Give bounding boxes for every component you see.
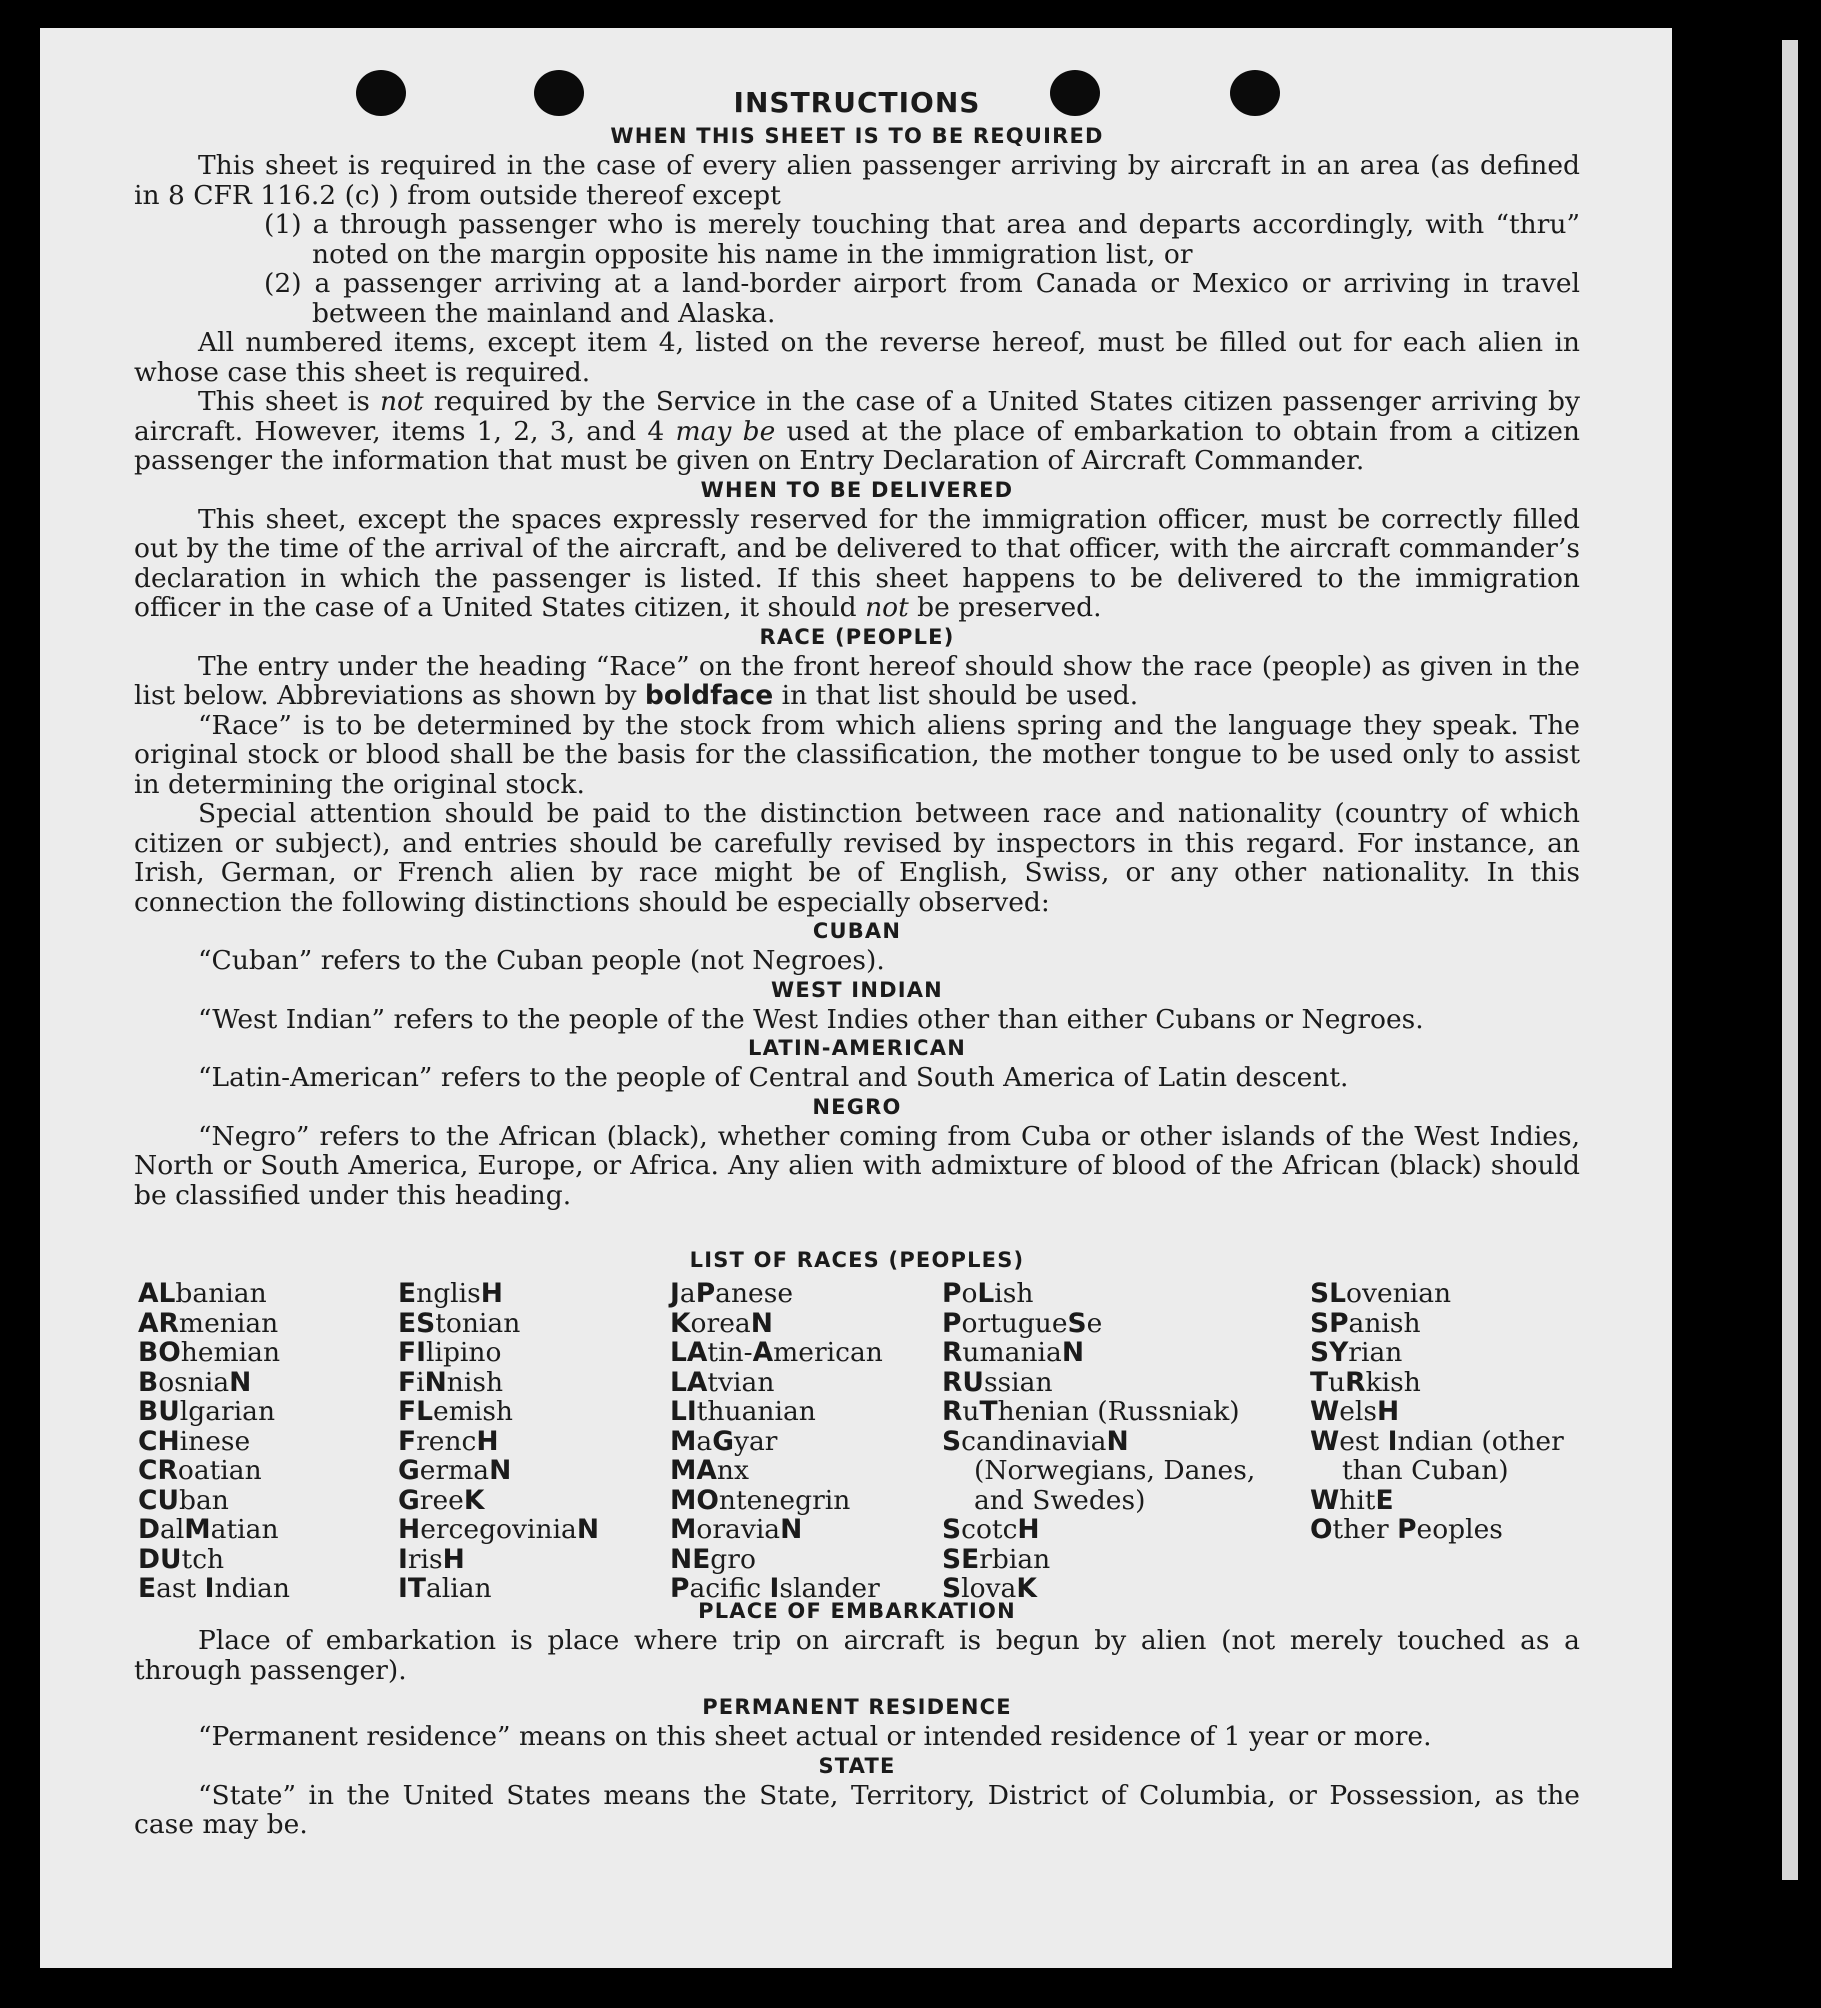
race-list <box>134 1278 1580 1604</box>
definition: “Latin-American” refers to the people of Central and South America of Latin descent. <box>198 1062 1349 1093</box>
section-heading: WHEN TO BE DELIVERED <box>700 477 1014 502</box>
paragraph <box>134 505 1580 623</box>
race-entry: MOntenegrin <box>670 1484 851 1516</box>
race-entry: ITalian <box>398 1573 492 1604</box>
section-heading: WHEN THIS SHEET IS TO BE REQUIRED <box>610 124 1104 148</box>
text-run: in that list should be used. <box>773 680 1139 711</box>
race-entry: CUban <box>138 1484 229 1516</box>
section-heading: LATIN-AMERICAN <box>748 1036 966 1060</box>
paragraph <box>134 387 1580 476</box>
section-heading: STATE <box>818 1753 896 1778</box>
race-entry: NEgro <box>670 1543 756 1575</box>
list-item: (1) a through passenger who is merely touching that area and departs accordingly, with “thru” noted on the margin opposite his name in the immigration list, or <box>264 209 1580 270</box>
section-heading: WEST INDIAN <box>771 977 943 1002</box>
definition: “Negro” refers to the African (black), whether coming from Cuba or other islands of the West Indies, North or South America, Europe, or Africa. Any alien with admixture of blood of the African (black) should be classified under this heading. <box>134 1120 1580 1211</box>
paragraph: This sheet is required in the case of every alien passenger arriving by aircraft in an area (as defined in 8 CFR 116.2 (c) ) from outside thereof except <box>134 150 1580 211</box>
paragraph: Special attention should be paid to the distinction between race and nationality (country of which citizen or subject), and entries should be carefully revised by inspectors in this regard. For instance, an Irish, German, or French alien by race might be of English, Swiss, or any other nationality. In this connection the following distinctions should be especially observed: <box>134 798 1580 918</box>
race-entry: SlovaK <box>942 1573 1037 1604</box>
scan-edge <box>1782 40 1798 1880</box>
emphasis: not <box>865 592 909 623</box>
race-entry: EnglisH <box>398 1278 503 1309</box>
paragraph: Place of embarkation is place where trip on aircraft is begun by alien (not merely touched as a through passenger). <box>134 1625 1580 1686</box>
text-run: The entry under the heading “Race” on the front hereof should show the race (people) as given in the list below. Abbreviations as shown by <box>134 650 1580 711</box>
race-entry: TuRkish <box>1310 1366 1421 1398</box>
race-entry: ScandinaviaN (Norwegians, Danes, and Swedes) <box>942 1425 1256 1516</box>
race-entry: SYrian <box>1310 1337 1403 1368</box>
race-column <box>138 1279 388 1604</box>
race-entry: GreeK <box>398 1484 485 1516</box>
text-run: used at the place of embarkation to obtain from a citizen passenger the information that must be given on Entry Declaration of Aircraft Commander. <box>134 415 1580 476</box>
paragraph: “Race” is to be determined by the stock from which aliens spring and the language they speak. The original stock or blood shall be the basis for the classification, the mother tongue to be used only to assist in determining the original stock. <box>134 709 1580 800</box>
race-entry: ARmenian <box>138 1307 279 1339</box>
page-title: INSTRUCTIONS <box>733 86 981 119</box>
text-run: This sheet is <box>198 386 380 417</box>
paragraph: “State” in the United States means the State, Territory, District of Columbia, or Possession, as the case may be. <box>134 1779 1580 1840</box>
race-entry: SLovenian <box>1310 1278 1452 1309</box>
definition: “Cuban” refers to the Cuban people (not Negroes). <box>198 945 885 976</box>
race-entry: PoLish <box>942 1278 1034 1309</box>
race-column <box>398 1279 658 1604</box>
race-entry: WhitE <box>1310 1484 1394 1516</box>
race-entry: WelsH <box>1310 1396 1400 1427</box>
race-entry: KoreaN <box>670 1307 773 1339</box>
race-entry: LAtin-American <box>670 1337 883 1368</box>
race-entry: FIlipino <box>398 1337 502 1368</box>
race-entry: FrencH <box>398 1425 499 1457</box>
race-entry: BOhemian <box>138 1337 281 1368</box>
race-entry: DUtch <box>138 1543 225 1575</box>
definition: “Permanent residence” means on this sheet actual or intended residence of 1 year or more. <box>198 1721 1432 1752</box>
race-entry: RuThenian (Russniak) <box>942 1396 1240 1427</box>
race-entry: FLemish <box>398 1396 513 1427</box>
race-entry: JaPanese <box>670 1278 793 1309</box>
section-heading: PERMANENT RESIDENCE <box>702 1695 1012 1719</box>
section-heading: CUBAN <box>812 919 902 943</box>
race-entry: West Indian (other than Cuban) <box>1310 1425 1564 1486</box>
race-entry: RumaniaN <box>942 1337 1084 1368</box>
race-entry: CRoatian <box>138 1455 262 1486</box>
race-entry: ScotcH <box>942 1514 1040 1545</box>
race-entry: LAtvian <box>670 1366 775 1398</box>
text-run: This sheet, except the spaces expressly reserved for the immigration officer, must be correctly filled out by the time of the arrival of the aircraft, and be delivered to that officer, with the aircraft commander’s declaration in which the passenger is listed. If this sheet happens to be delivered to the immigration officer in the case of a United States citizen, it should <box>134 503 1580 623</box>
race-entry: Pacifc Islander <box>670 1573 880 1604</box>
race-entry: IrisH <box>398 1543 465 1575</box>
paragraph: All numbered items, except item 4, listed on the reverse hereof, must be filled out for each alien in whose case this sheet is required. <box>134 327 1580 388</box>
race-entry: HercegoviniaN <box>398 1514 600 1545</box>
race-entry: EStonian <box>398 1307 521 1339</box>
race-entry: SPanish <box>1310 1307 1421 1339</box>
race-entry: Other Peoples <box>1310 1514 1503 1545</box>
emphasis: may be <box>675 415 776 447</box>
emphasis: not <box>379 386 424 417</box>
race-entry: SErbian <box>942 1543 1051 1575</box>
race-entry: GermaN <box>398 1455 512 1486</box>
race-column <box>942 1279 1262 1604</box>
race-entry: BUlgarian <box>138 1396 276 1427</box>
race-entry: MoraviaN <box>670 1514 803 1545</box>
text-run: be preserved. <box>908 592 1102 623</box>
race-entry: East Indian <box>138 1573 290 1604</box>
list-item: (2) a passenger arriving at a land-border airport from Canada or Mexico or arriving in travel between the mainland and Alaska. <box>264 268 1580 329</box>
race-entry: BosniaN <box>138 1366 252 1398</box>
race-column <box>1310 1279 1590 1545</box>
race-entry: MaGyar <box>670 1425 778 1457</box>
race-entry: CHinese <box>138 1425 251 1457</box>
definition: “West Indian” refers to the people of the West Indies other than either Cubans or Negroes. <box>198 1003 1424 1035</box>
instructions-content <box>134 84 1580 1840</box>
race-entry: ALbanian <box>138 1278 267 1309</box>
bold-text: boldface <box>644 680 774 711</box>
section-heading: LIST OF RACES (PEOPLES) <box>689 1248 1025 1272</box>
race-entry: MAnx <box>670 1455 749 1486</box>
section-heading: NEGRO <box>812 1094 902 1119</box>
race-entry: RUssian <box>942 1366 1053 1398</box>
race-entry: DalMatian <box>138 1514 279 1545</box>
race-entry: LIthuanian <box>670 1396 816 1427</box>
race-column <box>670 1279 930 1604</box>
paragraph <box>134 652 1580 711</box>
section-heading: RACE (PEOPLE) <box>759 624 955 649</box>
text-run: required by the Service in the case of a United States citizen passenger arriving by aircraft. However, items 1, 2, 3, and 4 <box>134 386 1580 447</box>
race-entry: PortugueSe <box>942 1307 1103 1339</box>
race-entry: FiNnish <box>398 1366 504 1398</box>
section-heading: PLACE OF EMBARKATION <box>698 1599 1016 1623</box>
